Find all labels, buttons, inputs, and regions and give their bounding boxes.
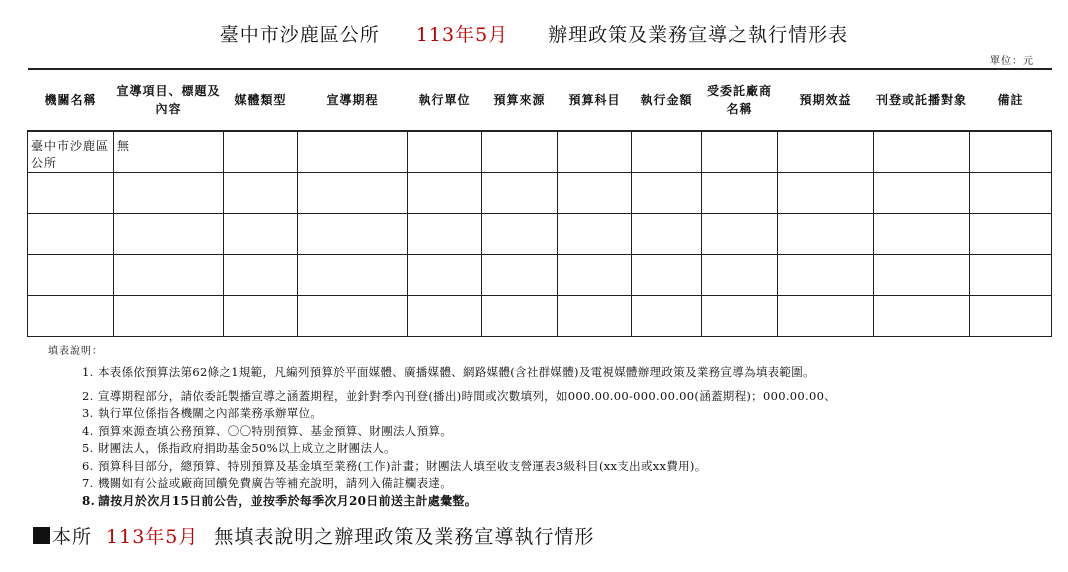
note-text: 請按月於次月15日前公告，並按季於每季次月20日前送主計處彙整。 [98, 493, 478, 508]
note-text: 執行單位係指各機關之內部業務承辦單位。 [98, 406, 323, 420]
cell-text [28, 173, 113, 179]
cell-text [702, 214, 777, 220]
title-org: 臺中市沙鹿區公所 [219, 23, 380, 46]
footer-prefix: 本所 [52, 526, 93, 548]
table-cell [970, 214, 1052, 255]
col-header: 宣導項目、標題及內容 [114, 69, 224, 131]
cell-text [558, 214, 631, 220]
table-cell [408, 131, 482, 173]
cell-text [114, 255, 223, 261]
table-cell [632, 131, 702, 173]
note-number: 1. [82, 365, 94, 379]
cell-text [632, 296, 701, 302]
table-cell [298, 296, 408, 337]
cell-text [778, 296, 873, 302]
table-cell [114, 296, 224, 337]
cell-text [224, 173, 297, 179]
cell-text [558, 173, 631, 179]
table-cell [558, 173, 632, 214]
table-cell [482, 173, 558, 214]
cell-text [702, 132, 777, 138]
cell-text [482, 296, 557, 302]
note-text: 宣導期程部分，請依委託製播宣導之涵蓋期程，並針對季內刊登(播出)時間或次數填列，如000.00.00-000.00.00(涵蓋期程)；000.00.00、 [98, 388, 837, 403]
cell-text [114, 173, 223, 179]
cell-text [632, 132, 701, 138]
cell-text [632, 173, 701, 179]
table-cell [408, 173, 482, 214]
cell-text [702, 173, 777, 179]
note-item [82, 364, 1042, 382]
cell-text [702, 255, 777, 261]
table-cell [970, 131, 1052, 173]
table-cell [28, 255, 114, 296]
footer-date: 113年5月 [106, 526, 199, 548]
table-cell [298, 173, 408, 214]
table-cell [224, 131, 298, 173]
table-cell [408, 296, 482, 337]
table-cell [408, 214, 482, 255]
cell-text [298, 214, 407, 220]
cell-text [224, 255, 297, 261]
table-cell [114, 214, 224, 255]
table-header-row [28, 69, 1052, 131]
col-header: 執行金額 [632, 69, 702, 131]
cell-text [224, 132, 297, 138]
note-text: 財團法人，係指政府捐助基金50%以上成立之財團法人。 [98, 441, 396, 455]
cell-text [298, 296, 407, 302]
cell-text [408, 132, 481, 138]
cell-text [408, 255, 481, 261]
cell-text [298, 132, 407, 138]
cell-text [632, 214, 701, 220]
cell-text [778, 132, 873, 138]
cell-text [28, 255, 113, 261]
cell-text [114, 296, 223, 302]
cell-text [298, 255, 407, 261]
cell-text [28, 214, 113, 220]
table-cell [482, 255, 558, 296]
table-cell [632, 214, 702, 255]
cell-text [970, 132, 1051, 138]
table-row [28, 173, 1052, 214]
title-date: 113年5月 [415, 23, 509, 46]
footer-text: 無填表說明之辦理政策及業務宣導執行情形 [214, 526, 595, 548]
col-header: 預算來源 [482, 69, 558, 131]
col-header: 媒體類型 [224, 69, 298, 131]
note-text: 預算科目部分，總預算、特別預算及基金填至業務(工作)計畫；財團法人填至收支營運表3級科目(xx支出或xx費用)。 [98, 458, 707, 473]
cell-text [702, 296, 777, 302]
cell-text [408, 296, 481, 302]
table-cell [632, 255, 702, 296]
black-square-icon [33, 527, 50, 544]
table-cell [114, 173, 224, 214]
cell-text [970, 255, 1051, 261]
table-cell [482, 214, 558, 255]
cell-text [778, 173, 873, 179]
table-cell [482, 131, 558, 173]
table-cell [558, 296, 632, 337]
cell-text [224, 214, 297, 220]
page-title [0, 18, 1068, 48]
cell-text [482, 255, 557, 261]
table-cell [28, 173, 114, 214]
table-cell [224, 296, 298, 337]
col-header: 宣導期程 [298, 69, 408, 131]
table-cell [28, 131, 114, 173]
table-cell [114, 255, 224, 296]
table-cell [874, 173, 970, 214]
table-cell [298, 131, 408, 173]
note-item [82, 493, 1042, 511]
table-cell [970, 173, 1052, 214]
table-cell [778, 131, 874, 173]
table-cell [28, 214, 114, 255]
cell-text [970, 214, 1051, 220]
execution-table [27, 68, 1052, 337]
table-cell [632, 173, 702, 214]
cell-text [482, 173, 557, 179]
table-cell [224, 214, 298, 255]
col-header: 刊登或託播對象 [874, 69, 970, 131]
table-cell [558, 255, 632, 296]
table-cell [558, 131, 632, 173]
table-cell [778, 255, 874, 296]
table-row [28, 131, 1052, 173]
cell-text [298, 173, 407, 179]
title-form-name: 辦理政策及業務宣導之執行情形表 [548, 23, 849, 46]
col-header: 備註 [970, 69, 1052, 131]
note-text: 機關如有公益或廠商回饋免費廣告等補充說明，請列入備註欄表達。 [98, 476, 452, 490]
table-row [28, 214, 1052, 255]
note-item [82, 475, 1042, 493]
note-number: 7. [82, 476, 94, 490]
footer-statement [33, 522, 594, 549]
note-number: 4. [82, 423, 94, 438]
table-cell [28, 296, 114, 337]
cell-text [874, 255, 969, 261]
table-cell [632, 296, 702, 337]
note-item [82, 458, 1042, 476]
cell-text [114, 214, 223, 220]
cell-text [970, 296, 1051, 302]
cell-text [874, 214, 969, 220]
cell-text [558, 255, 631, 261]
col-header: 執行單位 [408, 69, 482, 131]
cell-text [874, 296, 969, 302]
cell-text [28, 296, 113, 302]
note-number: 2. [82, 388, 94, 403]
table-cell [778, 173, 874, 214]
table-cell [778, 296, 874, 337]
table-cell [482, 296, 558, 337]
table-cell [702, 131, 778, 173]
note-number: 8. [82, 493, 96, 508]
table-cell [970, 255, 1052, 296]
note-item [82, 405, 1042, 423]
cell-text [874, 132, 969, 138]
table-cell [874, 255, 970, 296]
table-cell [970, 296, 1052, 337]
table-cell [702, 173, 778, 214]
unit-label: 單位：元 [990, 56, 1034, 67]
note-item [82, 423, 1042, 441]
col-header: 預算科目 [558, 69, 632, 131]
note-number: 6. [82, 458, 94, 473]
cell-text [224, 296, 297, 302]
table-cell [224, 173, 298, 214]
table-cell [778, 214, 874, 255]
table-row [28, 296, 1052, 337]
table-row [28, 255, 1052, 296]
col-header: 受委託廠商名稱 [702, 69, 778, 131]
note-text: 預算來源查填公務預算、〇〇特別預算、基金預算、財團法人預算。 [98, 423, 452, 438]
note-number: 3. [82, 406, 94, 420]
note-number: 5. [82, 441, 94, 455]
table-cell [114, 131, 224, 173]
table-cell [702, 214, 778, 255]
cell-text [558, 296, 631, 302]
cell-text [482, 132, 557, 138]
table-cell [224, 255, 298, 296]
note-item [82, 440, 1042, 458]
cell-text [408, 173, 481, 179]
table-cell [558, 214, 632, 255]
cell-text [558, 132, 631, 138]
table-cell [702, 296, 778, 337]
table-body [28, 131, 1052, 337]
cell-text [778, 255, 873, 261]
cell-text: 無 [117, 139, 131, 153]
note-text: 本表係依預算法第62條之1規範，凡編列預算於平面媒體、廣播媒體、網路媒體(含社群媒體)及電視媒體辦理政策及業務宣導為填表範圍。 [98, 365, 815, 379]
note-item [82, 388, 1042, 406]
notes-list [82, 364, 1042, 510]
table-cell [298, 255, 408, 296]
table-cell [874, 131, 970, 173]
cell-text [482, 214, 557, 220]
cell-text [874, 173, 969, 179]
cell-text [970, 173, 1051, 179]
cell-text [408, 214, 481, 220]
cell-text [632, 255, 701, 261]
cell-text [778, 214, 873, 220]
table-cell [408, 255, 482, 296]
table-cell [298, 214, 408, 255]
col-header: 機關名稱 [28, 69, 114, 131]
col-header: 預期效益 [778, 69, 874, 131]
table-cell [874, 214, 970, 255]
table-cell [874, 296, 970, 337]
table-cell [702, 255, 778, 296]
notes-heading: 填表說明： [48, 346, 103, 357]
cell-text: 臺中市沙鹿區公所 [31, 139, 110, 170]
